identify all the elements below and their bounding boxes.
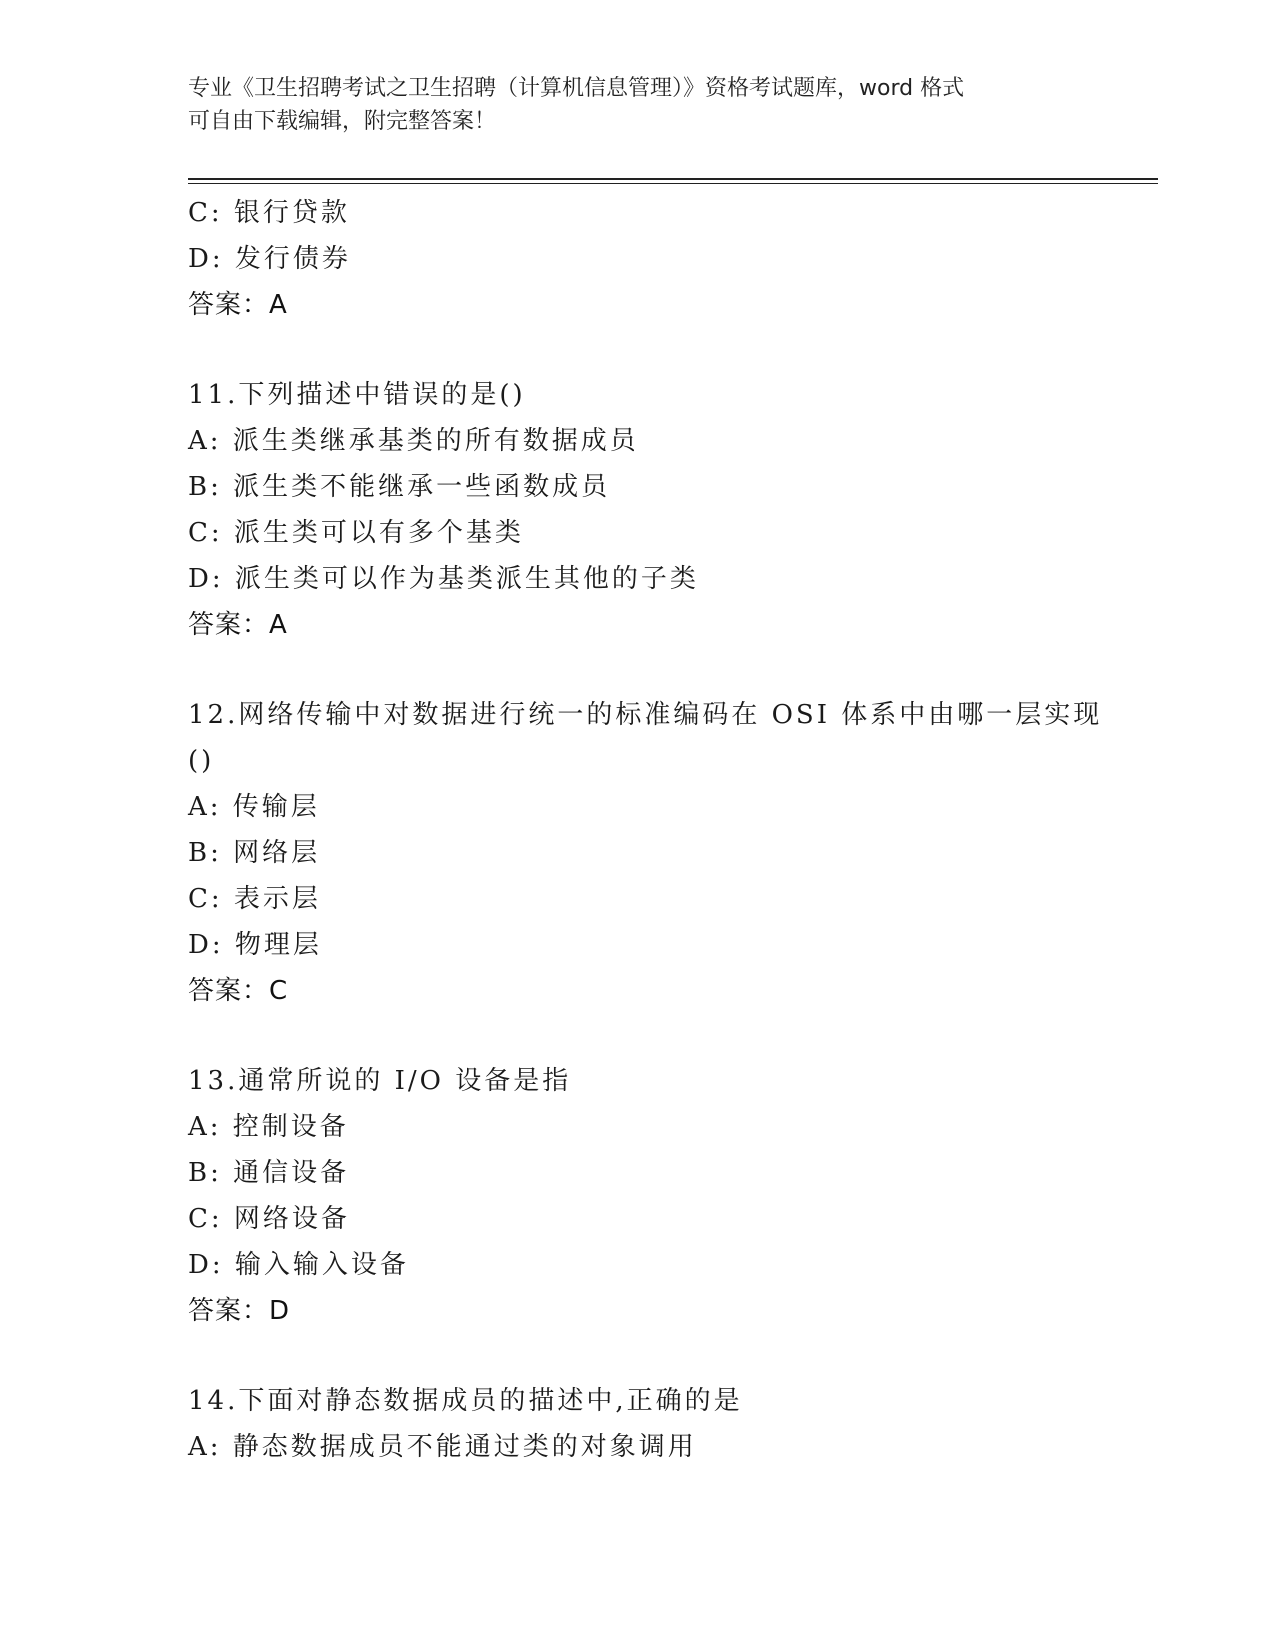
option-b: B: 网络层 [188,838,321,868]
option-c: C: 网络设备 [188,1204,350,1234]
question-block-11 [188,372,1088,648]
question-stem: 14.下面对静态数据成员的描述中,正确的是 [188,1386,743,1416]
option-d: D: 输入输入设备 [188,1250,409,1280]
option-c: C: 银行贷款 [188,198,350,228]
answer-line: 答案：A [188,610,288,640]
question-list [188,190,1103,1470]
header-line-2: 可自由下载编辑，附完整答案！ [188,109,497,134]
header-divider-thin [188,183,1158,184]
spacer [188,1334,1088,1378]
question-stem: 11.下列描述中错误的是() [188,380,526,410]
question-stem: 13.通常所说的 I/O 设备是指 [188,1066,572,1096]
answer-line: 答案：D [188,1296,291,1326]
option-c: C: 表示层 [188,884,321,914]
header-line-1: 专业《卫生招聘考试之卫生招聘（计算机信息管理）》资格考试题库，word 格式 [188,76,965,101]
question-block-14 [188,1378,1088,1470]
spacer [188,1014,1088,1058]
option-d: D: 物理层 [188,930,322,960]
option-d: D: 发行债券 [188,244,351,274]
document-header [188,72,1088,138]
option-a: A: 派生类继承基类的所有数据成员 [188,426,639,456]
spacer [188,328,1088,372]
question-stem: 12.网络传输中对数据进行统一的标准编码在 OSI 体系中由哪一层实现 [188,700,1103,730]
option-c: C: 派生类可以有多个基类 [188,518,524,548]
header-divider-thick [188,178,1158,180]
answer-line: 答案：C [188,976,289,1006]
option-a: A: 传输层 [188,792,320,822]
option-b: B: 派生类不能继承一些函数成员 [188,472,611,502]
option-a: A: 静态数据成员不能通过类的对象调用 [188,1432,697,1462]
question-block-10 [188,190,1088,328]
answer-line: 答案：A [188,290,288,320]
question-block-12 [188,692,1103,1014]
option-d: D: 派生类可以作为基类派生其他的子类 [188,564,699,594]
option-a: A: 控制设备 [188,1112,349,1142]
question-stem-continued: () [188,746,215,776]
question-block-13 [188,1058,1088,1334]
spacer [188,648,1088,692]
option-b: B: 通信设备 [188,1158,350,1188]
